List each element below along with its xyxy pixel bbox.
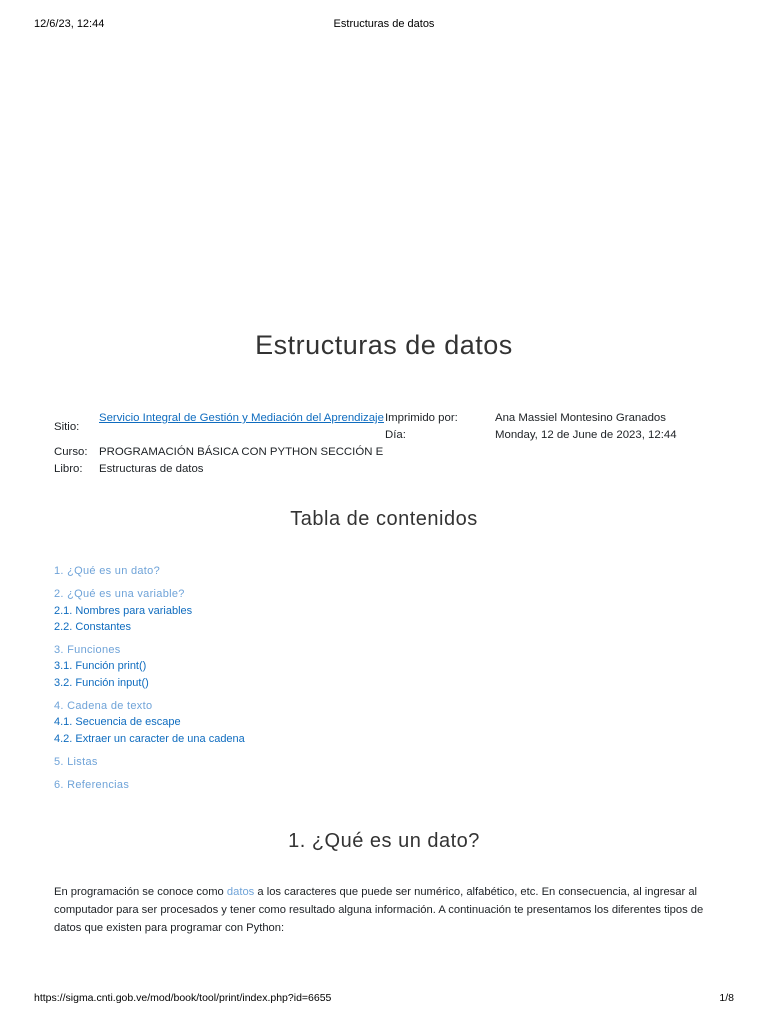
page-number: 1/8: [719, 992, 734, 1004]
print-header-title: Estructuras de datos: [333, 18, 435, 30]
table-of-contents: [54, 563, 454, 801]
print-footer: [34, 992, 734, 1006]
print-header: [34, 18, 734, 32]
curso-value: PROGRAMACIÓN BÁSICA CON PYTHON SECCIÓN E: [99, 446, 384, 458]
book-info-right: [385, 410, 715, 444]
impreso-row: [385, 410, 715, 427]
print-datetime: 12/6/23, 12:44: [34, 18, 105, 30]
paragraph-text-start: En programación se conoce como: [54, 886, 227, 898]
toc-group: [54, 754, 454, 770]
toc-subchapter-2-2[interactable]: 2.2. Constantes: [54, 620, 132, 633]
section-title: 1. ¿Qué es un dato?: [288, 830, 480, 852]
book-title: Estructuras de datos: [255, 330, 513, 360]
dia-row: [385, 427, 715, 444]
toc-group: [54, 642, 454, 691]
book-info-left: [54, 410, 384, 478]
libro-label: Libro:: [54, 463, 83, 475]
toc-group: [54, 777, 454, 793]
libro-value: Estructuras de datos: [99, 463, 204, 475]
toc-subchapter-2-1[interactable]: 2.1. Nombres para variables: [54, 604, 193, 617]
toc-chapter-1[interactable]: 1. ¿Qué es un dato?: [54, 565, 160, 577]
toc-group: [54, 563, 454, 579]
print-url: https://sigma.cnti.gob.ve/mod/book/tool/print/index.php?id=6655: [34, 992, 332, 1004]
toc-subchapter-3-1[interactable]: 3.1. Función print(): [54, 660, 147, 673]
dia-value: Monday, 12 de June de 2023, 12:44: [495, 429, 677, 441]
sitio-row: [54, 410, 384, 444]
impreso-value: Ana Massiel Montesino Granados: [495, 412, 666, 424]
impreso-label: Imprimido por:: [385, 412, 458, 424]
toc-group: [54, 586, 454, 635]
sitio-label: Sitio:: [54, 421, 80, 433]
toc-subchapter-3-2[interactable]: 3.2. Función input(): [54, 676, 149, 689]
dia-label: Día:: [385, 429, 406, 441]
toc-chapter-5[interactable]: 5. Listas: [54, 755, 98, 768]
paragraph-highlight: datos: [226, 886, 255, 898]
toc-group: [54, 698, 454, 747]
toc-chapter-6[interactable]: 6. Referencias: [54, 779, 130, 792]
toc-chapter-4[interactable]: 4. Cadena de texto: [54, 700, 153, 713]
toc-subchapter-4-2[interactable]: 4.2. Extraer un caracter de una cadena: [54, 732, 245, 745]
toc-chapter-3[interactable]: 3. Funciones: [54, 644, 121, 657]
curso-label: Curso:: [54, 446, 88, 458]
section-paragraph: [54, 883, 718, 937]
toc-title: Tabla de contenidos: [290, 508, 478, 530]
sitio-link[interactable]: Servicio Integral de Gestión y Mediación del Aprendizaje: [99, 412, 384, 424]
curso-row: [54, 444, 384, 461]
toc-chapter-2[interactable]: 2. ¿Qué es una variable?: [54, 588, 185, 601]
libro-row: [54, 461, 384, 478]
toc-subchapter-4-1[interactable]: 4.1. Secuencia de escape: [54, 716, 181, 729]
paragraph-text-end: a los caracteres que puede ser numérico, alfabético, etc. En consecuencia, al ingresar al computador para ser procesados y tener como resultado alguna información. A continuación te presentamos los diferentes tipos de datos que existen para programar con Python:: [54, 886, 704, 934]
